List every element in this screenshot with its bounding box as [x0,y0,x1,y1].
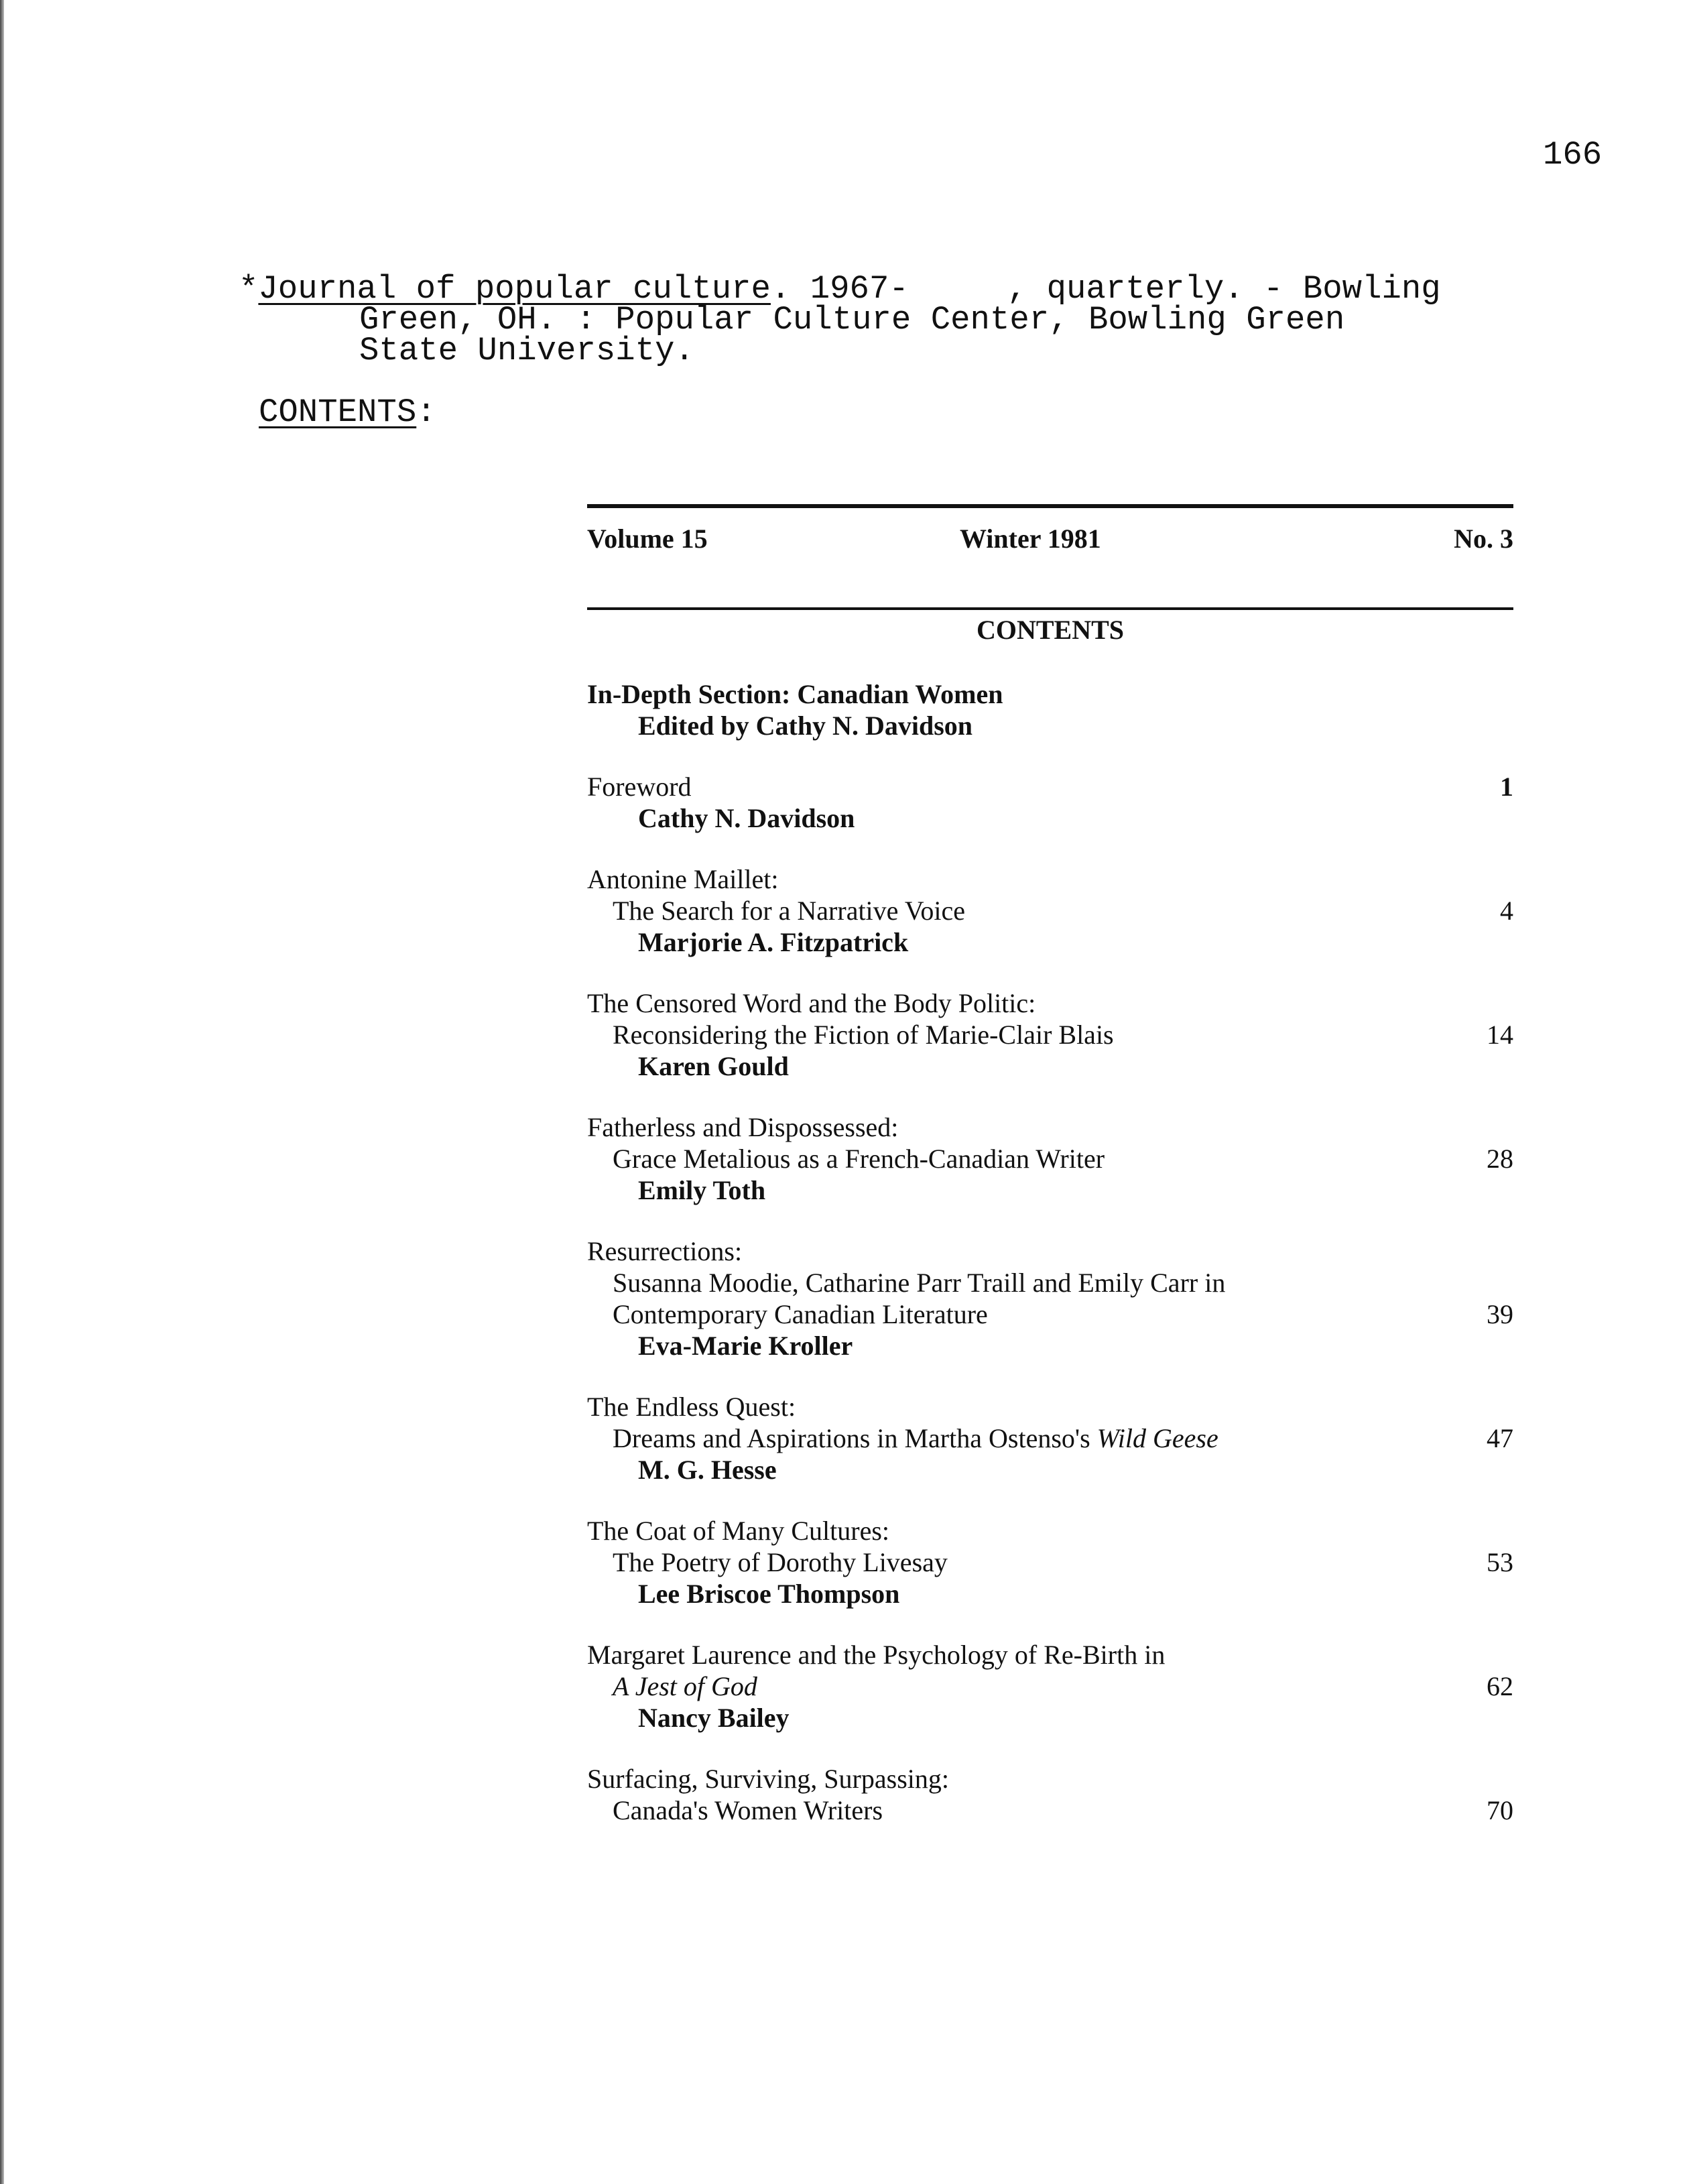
entry-author: Marjorie A. Fitzpatrick [638,927,909,957]
contents-label: CONTENTS: [259,393,436,431]
entry-title-italic: Wild Geese [1096,1423,1218,1453]
entry-title-line: The Censored Word and the Body Politic: [587,988,1036,1018]
toc-entry [587,1639,1513,1734]
entry-title-line: Dreams and Aspirations in Martha Ostenso's Wild Geese [613,1423,1218,1453]
section-entry [587,678,1513,741]
toc-heading: CONTENTS [976,615,1125,645]
table-of-contents [587,678,1513,1856]
scan-edge [0,0,4,2184]
entry-author: Karen Gould [638,1051,789,1081]
citation-line-1-rest: . 1967- , quarterly. - Bowling [770,270,1441,308]
entry-author: M. G. Hesse [638,1455,777,1485]
entry-title-line: Fatherless and Dispossessed: [587,1112,899,1142]
citation-line-2: Green, OH. : Popular Culture Center, Bowling Green [359,301,1345,339]
toc-entry [587,1111,1513,1206]
entry-title-italic: A Jest of God [613,1671,757,1701]
journal-title: Journal of popular culture [258,270,771,308]
entry-author: Nancy Bailey [638,1703,790,1733]
top-rule [587,504,1513,508]
toc-entry [587,1515,1513,1610]
toc-entry [587,863,1513,958]
citation-line-1 [239,270,1546,308]
entry-page-number: 28 [1487,1144,1513,1174]
entry-title-line: Foreword [587,772,692,802]
section-editor: Edited by Cathy N. Davidson [638,711,973,741]
entry-page-number: 70 [1487,1795,1513,1825]
toc-entry [587,987,1513,1082]
season-label: Winter 1981 [960,524,1101,554]
toc-entry [587,771,1513,834]
entry-title-line: Margaret Laurence and the Psychology of Re-Birth in [587,1640,1166,1670]
citation-asterisk: * [239,270,259,308]
entry-title-line: The Search for a Narrative Voice [613,896,966,926]
page-number: 166 [1543,136,1603,174]
toc-entry [587,1235,1513,1361]
entry-title-line: Contemporary Canadian Literature [613,1299,988,1329]
volume-label: Volume 15 [587,524,708,554]
toc-entry [587,1391,1513,1485]
entry-page-number: 14 [1487,1020,1513,1050]
entry-title-line: Resurrections: [587,1236,743,1266]
entry-author: Lee Briscoe Thompson [638,1579,900,1609]
issue-number-label: No. 3 [1454,524,1513,554]
entry-title-line: Canada's Women Writers [613,1795,883,1825]
entry-title-line: Grace Metalious as a French-Canadian Writer [613,1144,1105,1174]
toc-entry [587,1763,1513,1826]
entry-page-number: 62 [1487,1671,1513,1701]
entry-page-number: 53 [1487,1547,1513,1577]
entry-title-line: Susanna Moodie, Catharine Parr Traill and Emily Carr in [613,1268,1226,1298]
entry-title-line: Surfacing, Surviving, Surpassing: [587,1764,949,1794]
catalog-citation [239,270,1546,369]
entry-page-number: 47 [1487,1423,1513,1453]
entry-page-number: 39 [1487,1299,1513,1329]
entry-author: Eva-Marie Kroller [638,1331,853,1361]
entry-title-line: Antonine Maillet: [587,864,779,894]
citation-line-3: State University. [359,332,694,369]
middle-rule [587,607,1513,610]
entry-author: Cathy N. Davidson [638,803,855,833]
issue-info-row [587,523,1513,556]
entry-page-number: 4 [1500,896,1513,926]
entry-title-line: The Poetry of Dorothy Livesay [613,1547,948,1577]
entry-title-line: Reconsidering the Fiction of Marie-Clair Blais [613,1020,1114,1050]
entry-page-number: 1 [1500,772,1513,802]
entry-title-line: The Coat of Many Cultures: [587,1516,890,1546]
section-title: In-Depth Section: Canadian Women [587,679,1003,709]
entry-title-line: The Endless Quest: [587,1392,796,1422]
entry-author: Emily Toth [638,1175,766,1205]
